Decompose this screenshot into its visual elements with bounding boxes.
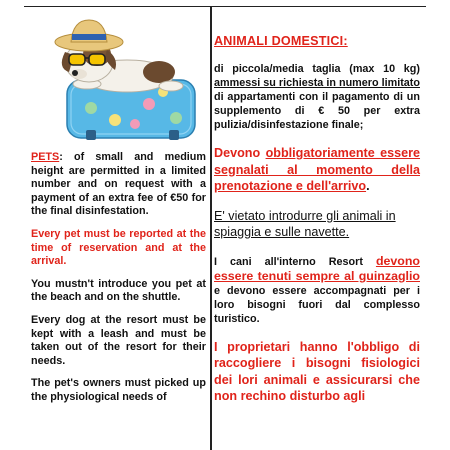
top-border bbox=[24, 6, 426, 7]
owners-paragraph: The pet's owners must picked up the physiological needs of bbox=[31, 377, 206, 403]
report-paragraph: Every pet must be reported at the time of reservation and at the arrival. bbox=[31, 227, 206, 268]
guinzaglio-paragraph bbox=[214, 254, 420, 326]
column-divider bbox=[210, 6, 212, 450]
proprietari-paragraph: I proprietari hanno l'obbligo di raccogliere i bisogni fisiologici dei lori animali e assicurarsi che non rechino disturbo agli bbox=[214, 339, 420, 403]
segnalati-paragraph bbox=[214, 145, 420, 195]
taglia-text-a: di piccola/media taglia (max 10 kg) bbox=[214, 63, 420, 75]
guinzaglio-text-b: e devono essere accompagnati per i loro bisogni fuori dal complesso turistico. bbox=[214, 284, 420, 325]
pets-paragraph bbox=[31, 151, 206, 219]
beach-paragraph: You mustn't introduce you pet at the beach and on the shuttle. bbox=[31, 277, 206, 304]
taglia-paragraph bbox=[214, 62, 420, 132]
guinzaglio-text-a: I cani all'interno Resort bbox=[214, 255, 376, 268]
segnalati-text-b: . bbox=[366, 179, 370, 193]
english-column bbox=[31, 10, 206, 414]
spiaggia-paragraph: E' vietato introdurre gli animali in spiaggia e sulle navette. bbox=[214, 208, 396, 239]
leash-paragraph: Every dog at the resort must be kept with a leash and must be taken out of the resort for their needs. bbox=[31, 313, 206, 367]
segnalati-text-underlined: obbligatoriamente essere segnalati al momento della prenotazione e dell'arrivo bbox=[214, 146, 421, 193]
dog-suitcase-icon bbox=[31, 10, 206, 145]
taglia-text-underlined: ammessi su richiesta in numero limitato bbox=[214, 77, 420, 89]
pets-text: : of small and medium height are permitted in a limited number and on request with a payment of an extra fee of €50 for the final disinfestation. bbox=[31, 151, 206, 218]
taglia-text-b: di appartamenti con il pagamento di un supplemento di € 50 per extra pulizia/disinfestazione finale; bbox=[214, 91, 420, 131]
dog-on-suitcase-illustration bbox=[31, 10, 206, 145]
segnalati-text-a: Devono bbox=[214, 146, 266, 160]
pets-label: PETS bbox=[31, 151, 60, 163]
section-title: ANIMALI DOMESTICI: bbox=[214, 34, 348, 48]
guinzaglio-text-red: devono essere tenuti sempre al guinzaglio bbox=[214, 253, 420, 283]
italian-column bbox=[214, 34, 420, 418]
